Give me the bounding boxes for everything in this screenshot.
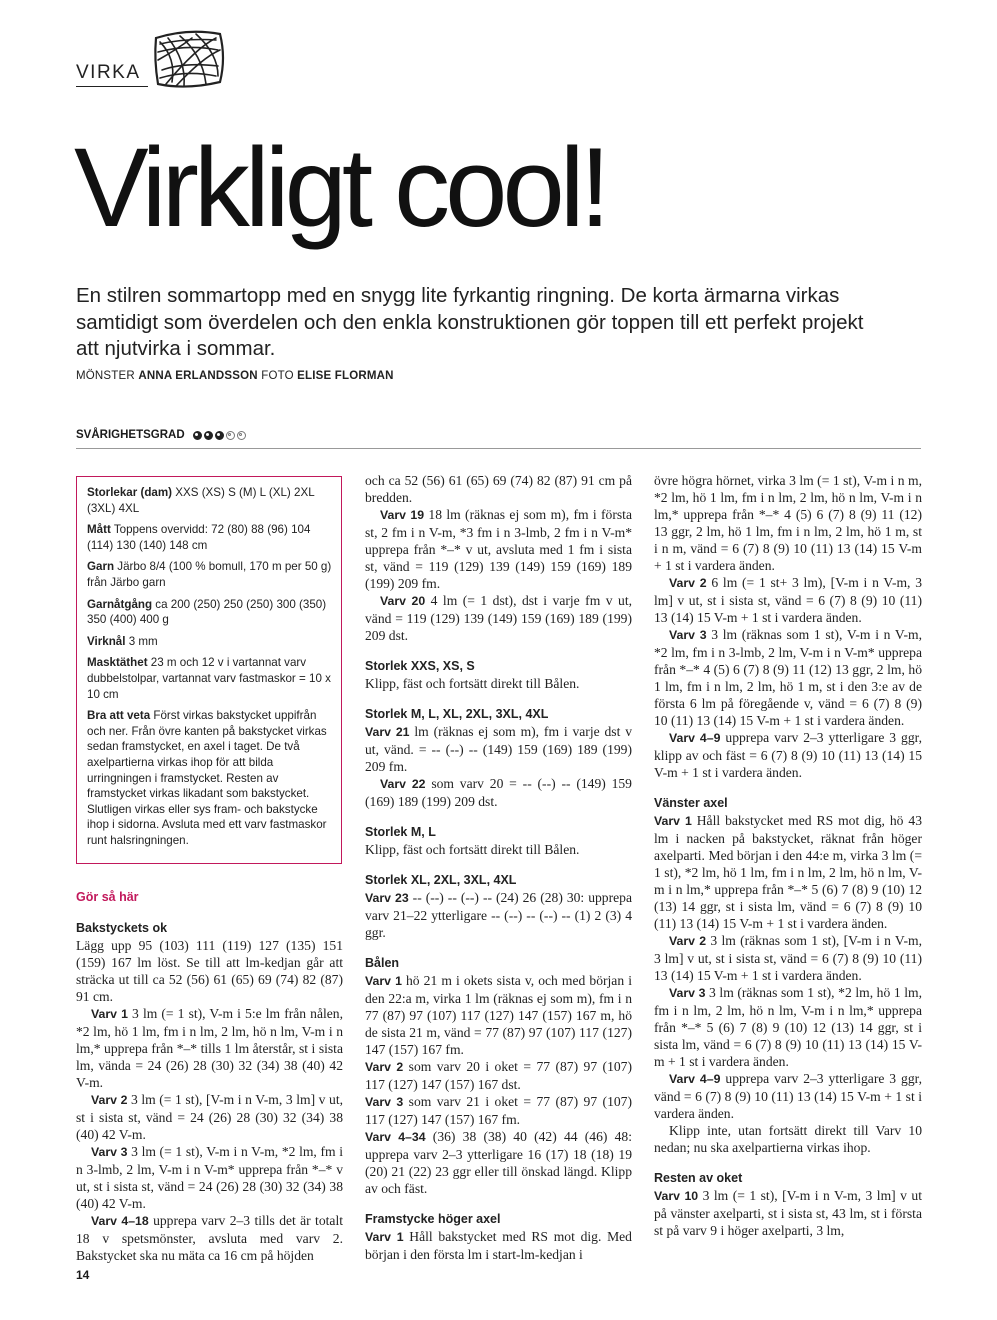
section-heading: Bålen xyxy=(365,956,400,970)
paragraph xyxy=(365,972,632,1058)
divider xyxy=(76,448,921,449)
info-text: Järbo 8/4 (100 % bomull, 170 m per 50 g) från Järbo garn xyxy=(87,560,332,589)
info-item xyxy=(87,655,332,702)
paragraph xyxy=(76,1005,343,1091)
paragraph xyxy=(365,1228,632,1263)
row-label: Varv 1 xyxy=(365,1230,404,1244)
paragraph xyxy=(365,1093,632,1128)
info-label: Storlekar (dam) xyxy=(87,486,173,499)
paragraph xyxy=(365,506,632,592)
paragraph-text: -- (--) -- (--) -- (24) 26 (28) 30: upprepa varv 21–22 ytterligare -- (--) -- (--) -- (1) 2 (3) 4 ggr. xyxy=(365,890,632,940)
difficulty-dot-filled xyxy=(215,431,224,440)
info-item xyxy=(87,522,332,553)
credits xyxy=(76,370,394,382)
difficulty-rating xyxy=(76,429,246,441)
info-text: 3 mm xyxy=(125,634,158,648)
photo-name: ELISE FLORMAN xyxy=(297,370,394,382)
paragraph xyxy=(654,574,922,626)
section-heading: Framstycke höger axel xyxy=(365,1212,501,1226)
row-label: Varv 10 xyxy=(654,1189,699,1203)
row-label: Varv 4–9 xyxy=(669,731,721,745)
row-label: Varv 3 xyxy=(669,628,707,642)
section-heading: Storlek XL, 2XL, 3XL, 4XL xyxy=(365,873,517,887)
info-item xyxy=(87,708,332,848)
paragraph xyxy=(654,1122,922,1156)
paragraph xyxy=(76,937,343,1005)
info-label: Garnåtgång xyxy=(87,597,153,611)
row-label: Varv 21 xyxy=(365,725,410,739)
row-label: Varv 1 xyxy=(365,974,402,988)
page-title: Virkligt cool! xyxy=(74,125,606,250)
paragraph-text: övre högra hörnet, virka 3 lm (= 1 st), V-m i n m, *2 lm, hö 1 lm, fm i n lm, 2 lm, hö n lm, V-m i n lm,* upprepa från *–* 4 (5) 6 (7) 8 (9) 11 (12) 13 ggr, 2 lm, hö 1 lm, fm i n lm, 2 lm, hö 1 m, st i n m, vänd = 6 (7) 8 (9) 10 (11) 13 (14) 15 V-m + 1 st i vardera änden. xyxy=(654,473,922,573)
paragraph xyxy=(365,775,632,810)
row-label: Varv 4–9 xyxy=(669,1072,721,1086)
text-column-1 xyxy=(76,889,343,1264)
paragraph xyxy=(365,472,632,506)
paragraph xyxy=(76,1143,343,1212)
info-box xyxy=(76,476,342,864)
paragraph-text: 3 lm (räknas som 1 st), [V-m i n V-m, 3 lm] v ut, st i sista st, vänd = 6 (7) 8 (9) 10 (11) 13 (14) 15 V-m + 1 st i vardera änden. xyxy=(654,933,922,983)
pattern-label: MÖNSTER xyxy=(76,370,135,382)
paragraph-text: upprepa varv 2–3 tills det är totalt 18 v spetsmönster, avsluta med varv 2. Bakstycket ska nu mäta ca 16 cm på höjden xyxy=(76,1213,343,1263)
row-label: Varv 19 xyxy=(380,508,425,522)
paragraph-text: hö 21 m i okets sista v, och med början i den 22:a m, virka 1 lm (räknas ej som m), fm i n 77 (87) 97 (107) 117 (127) 147 (157) 167 m, hö de sista 21 m, vänd = 77 (87) 97 (107) 117 (127) 147 (157) 167 fm. xyxy=(365,973,632,1057)
info-text: 23 m och 12 v i vartannat varv dubbelstolpar, vartannat varv fastmaskor = 10 x 10 cm xyxy=(87,656,331,701)
paragraph-text: Klipp inte, utan fortsätt direkt till Varv 10 nedan; nu ska axelpartierna virkas ihop. xyxy=(654,1123,922,1155)
paragraph xyxy=(654,729,922,781)
row-label: Varv 2 xyxy=(669,576,707,590)
yarn-ball-icon xyxy=(146,24,232,96)
row-label: Varv 4–34 xyxy=(365,1130,426,1144)
row-label: Varv 3 xyxy=(669,986,706,1000)
row-label: Varv 22 xyxy=(380,777,426,791)
paragraph xyxy=(365,889,632,941)
section-heading: Gör så här xyxy=(76,890,139,904)
paragraph xyxy=(365,841,632,858)
paragraph-text: Håll bakstycket med RS mot dig, hö 43 lm i nacken på bakstycket, räknat från höger axelparti. Med början i den 44:e m, virka 3 lm (= 1 st), *2 lm, hö 1 lm, fm i n lm, 2 lm, hö n lm, V-m i n lm,* upprepa från *–* 5 (6) 7 (8) 9 (10) 12 (13) 14 ggr, st i sista lm, vänd = 6 (7) 8 (9) 10 (11) 13 (14) 15 V-m + 1 st i vardera änden. xyxy=(654,813,923,931)
row-label: Varv 3 xyxy=(365,1095,404,1109)
row-label: Varv 2 xyxy=(91,1093,128,1107)
photo-label: FOTO xyxy=(261,370,294,382)
difficulty-label: SVÅRIGHETSGRAD xyxy=(76,429,185,441)
page-number: 14 xyxy=(76,1268,90,1282)
row-label: Varv 2 xyxy=(365,1060,404,1074)
paragraph-text: Håll bakstycket med RS mot dig. Med början i den första lm i start-lm-kedjan i xyxy=(365,1229,632,1262)
section-tag: VIRKA xyxy=(76,62,141,83)
paragraph xyxy=(654,812,922,932)
info-item xyxy=(87,559,332,590)
intro-text: En stilren sommartopp med en snygg lite fyrkantig ringning. De korta ärmarna virkas samtidigt som överdelen och den enkla konstruktionen gör toppen till ett perfekt projekt att njutvirka i sommar. xyxy=(76,284,864,360)
section-heading: Bakstyckets ok xyxy=(76,921,168,935)
info-text: Först virkas bakstycket uppifrån och ner. Från övre kanten på bakstycket virkas sedan framstycket, en axel i taget. De två axelpartierna virkas ihop för att bilda urringningen i framstycket. Resten av framstycket virkas likadant som bakstycket. Slutligen virkas eller sys fram- och bakstycke ihop i sidorna. Avsluta med ett varv fastmaskor runt halsringningen. xyxy=(87,709,327,847)
paragraph xyxy=(365,1058,632,1093)
paragraph xyxy=(365,592,632,644)
paragraph-text: 4 lm (= 1 dst), dst i varje fm v ut, vänd = 119 (129) 139 (149) 159 (169) 189 (199) 209 dst. xyxy=(365,593,632,643)
paragraph-text: upprepa varv 2–3 ytterligare 3 ggr, klipp av och fäst = 6 (7) 8 (9) 10 (11) 13 (14) 15 V-m + 1 st i vardera änden. xyxy=(654,730,923,780)
row-label: Varv 1 xyxy=(654,814,692,828)
difficulty-dots xyxy=(193,431,246,440)
paragraph-text: lm (räknas ej som m), fm i varje dst v ut, vänd. = -- (--) -- (149) 159 (169) 189 (199) 209 fm. xyxy=(365,724,632,774)
row-label: Varv 1 xyxy=(91,1007,128,1021)
difficulty-dot-empty xyxy=(237,431,246,440)
paragraph xyxy=(76,1091,343,1143)
section-heading: Storlek M, L xyxy=(365,825,436,839)
info-text: ca 200 (250) 250 (250) 300 (350) 350 (400) 400 g xyxy=(87,597,327,627)
paragraph-text: (36) 38 (38) 40 (42) 44 (46) 48: upprepa varv 2–3 ytterligare 16 (17) 18 (18) 19 (20) 21 (22) 23 ggr eller till önskad längd. Klipp av och fäst. xyxy=(365,1129,632,1196)
paragraph-text: Klipp, fäst och fortsätt direkt till Bålen. xyxy=(365,676,580,691)
paragraph-text: 3 lm (= 1 st), V-m i 5:e lm från nålen, *2 lm, hö 1 lm, fm i n lm, 2 lm, hö n lm, V-m i n lm,* upprepa från *–* tills 1 lm återstår, st i sista lm, vända = 24 (26) 28 (30) 32 (34) 38 (40) 42 V-m. xyxy=(76,1006,344,1090)
paragraph-text: 3 lm (= 1 st), V-m i n V-m, *2 lm, fm i n 3-lmb, 2 lm, V-m i n V-m* upprepa från *–* v ut, st i sista st, vänd = 24 (26) 28 (30) 32 (34) 38 (40) 42 V-m. xyxy=(76,1144,343,1211)
row-label: Varv 4–18 xyxy=(91,1214,149,1228)
info-text: Toppens overvidd: 72 (80) 88 (96) 104 (114) 130 (140) 148 cm xyxy=(87,523,311,552)
paragraph-text: 3 lm (= 1 st), [V-m i n V-m, 3 lm] v ut, st i sista st, vänd = 24 (26) 28 (30) 32 (34) 38 (40) 42 V-m. xyxy=(76,1092,343,1142)
paragraph xyxy=(654,1070,922,1122)
paragraph xyxy=(365,1128,632,1197)
info-label: Bra att veta xyxy=(87,709,151,723)
section-heading: Resten av oket xyxy=(654,1171,743,1185)
info-item xyxy=(87,485,332,516)
paragraph-text: Klipp, fäst och fortsätt direkt till Bålen. xyxy=(365,842,580,857)
paragraph-text: 18 lm (räknas ej som m), fm i första st, 2 fm i n V-m, *3 fm i n 3-lmb, 2 fm i n V-m* upprepa från *–* v ut, avsluta med 1 fm i sista st, vänd = 119 (129) 139 (149) 159 (169) 189 (199) 209 fm. xyxy=(365,507,632,591)
section-rule xyxy=(76,86,148,87)
paragraph-text: 3 lm (räknas som 1 st), V-m i n V-m, *2 lm, fm i n 3-lmb, 2 lm, V-m i n V-m* upprepa från *–* 4 (5) 6 (7) 8 (9) 11 (12) 13 ggr, 2 lm, hö 1 lm, fm i n lm, 2 lm, hö 1 m, st i den 3:e av de första 6 lm på föregående v, vänd = 6 (7) 8 (9) 10 (11) 13 (14) 15 V-m + 1 st i vardera änden. xyxy=(654,627,922,728)
pattern-name: ANNA ERLANDSSON xyxy=(138,370,258,382)
row-label: Varv 20 xyxy=(380,594,426,608)
paragraph-text: 3 lm (= 1 st), [V-m i n V-m, 3 lm] v ut på vänster axelparti, st i sista st, 43 lm, st i första st på varv 9 i höger axelparti, 3 lm, xyxy=(654,1188,922,1238)
text-column-3 xyxy=(654,472,922,1239)
section-heading: Storlek M, L, XL, 2XL, 3XL, 4XL xyxy=(365,707,549,721)
difficulty-dot-filled xyxy=(193,431,202,440)
info-text: XXS (XS) S (M) L (XL) 2XL (3XL) 4XL xyxy=(87,486,315,515)
info-item xyxy=(87,597,332,628)
row-label: Varv 2 xyxy=(669,934,707,948)
paragraph xyxy=(654,1187,922,1239)
paragraph xyxy=(654,626,922,729)
text-column-2 xyxy=(365,472,632,1263)
info-item xyxy=(87,634,332,650)
difficulty-dot-filled xyxy=(204,431,213,440)
paragraph xyxy=(365,675,632,692)
paragraph-text: upprepa varv 2–3 ytterligare 3 ggr, vänd = 6 (7) 8 (9) 10 (11) 13 (14) 15 V-m + 1 st i vardera änden. xyxy=(654,1071,923,1121)
paragraph xyxy=(654,472,922,574)
paragraph-text: som varv 20 i oket = 77 (87) 97 (107) 117 (127) 147 (157) 167 dst. xyxy=(365,1059,632,1092)
info-label: Masktäthet xyxy=(87,656,148,670)
section-heading: Vänster axel xyxy=(654,796,728,810)
paragraph-text: som varv 21 i oket = 77 (87) 97 (107) 117 (127) 147 (157) 167 fm. xyxy=(365,1094,632,1127)
section-heading: Storlek XXS, XS, S xyxy=(365,659,475,673)
paragraph xyxy=(654,932,922,984)
paragraph-text: och ca 52 (56) 61 (65) 69 (74) 82 (87) 91 cm på bredden. xyxy=(365,473,632,505)
paragraph-text: 6 lm (= 1 st+ 3 lm), [V-m i n V-m, 3 lm] v ut, st i sista st, vänd = 6 (7) 8 (9) 10 (11) 13 (14) 15 V-m + 1 st i vardera änden. xyxy=(654,575,922,625)
paragraph-text: Lägg upp 95 (103) 111 (119) 127 (135) 151 (159) 167 lm löst. Se till att lm-kedjan går att sträcka ut till ca 52 (56) 61 (65) 69 (74) 82 (87) 91 cm. xyxy=(76,938,343,1004)
paragraph xyxy=(365,723,632,775)
difficulty-dot-empty xyxy=(226,431,235,440)
row-label: Varv 23 xyxy=(365,891,409,905)
paragraph xyxy=(76,1212,343,1264)
paragraph-text: som varv 20 = -- (--) -- (149) 159 (169) 189 (199) 209 dst. xyxy=(365,776,632,809)
info-label: Mått xyxy=(87,523,111,537)
paragraph xyxy=(654,984,922,1070)
row-label: Varv 3 xyxy=(91,1145,128,1159)
info-label: Garn xyxy=(87,560,115,574)
info-label: Virknål xyxy=(87,634,126,648)
paragraph-text: 3 lm (räknas som 1 st), *2 lm, hö 1 lm, fm i n lm, 2 lm, hö n lm, V-m i n lm,* upprepa från *–* 5 (6) 7 (8) 9 (10) 12 (13) 14 ggr, st i sista lm, vänd = 6 (7) 8 (9) 10 (11) 13 (14) 15 V-m + 1 st i vardera änden. xyxy=(654,985,922,1069)
